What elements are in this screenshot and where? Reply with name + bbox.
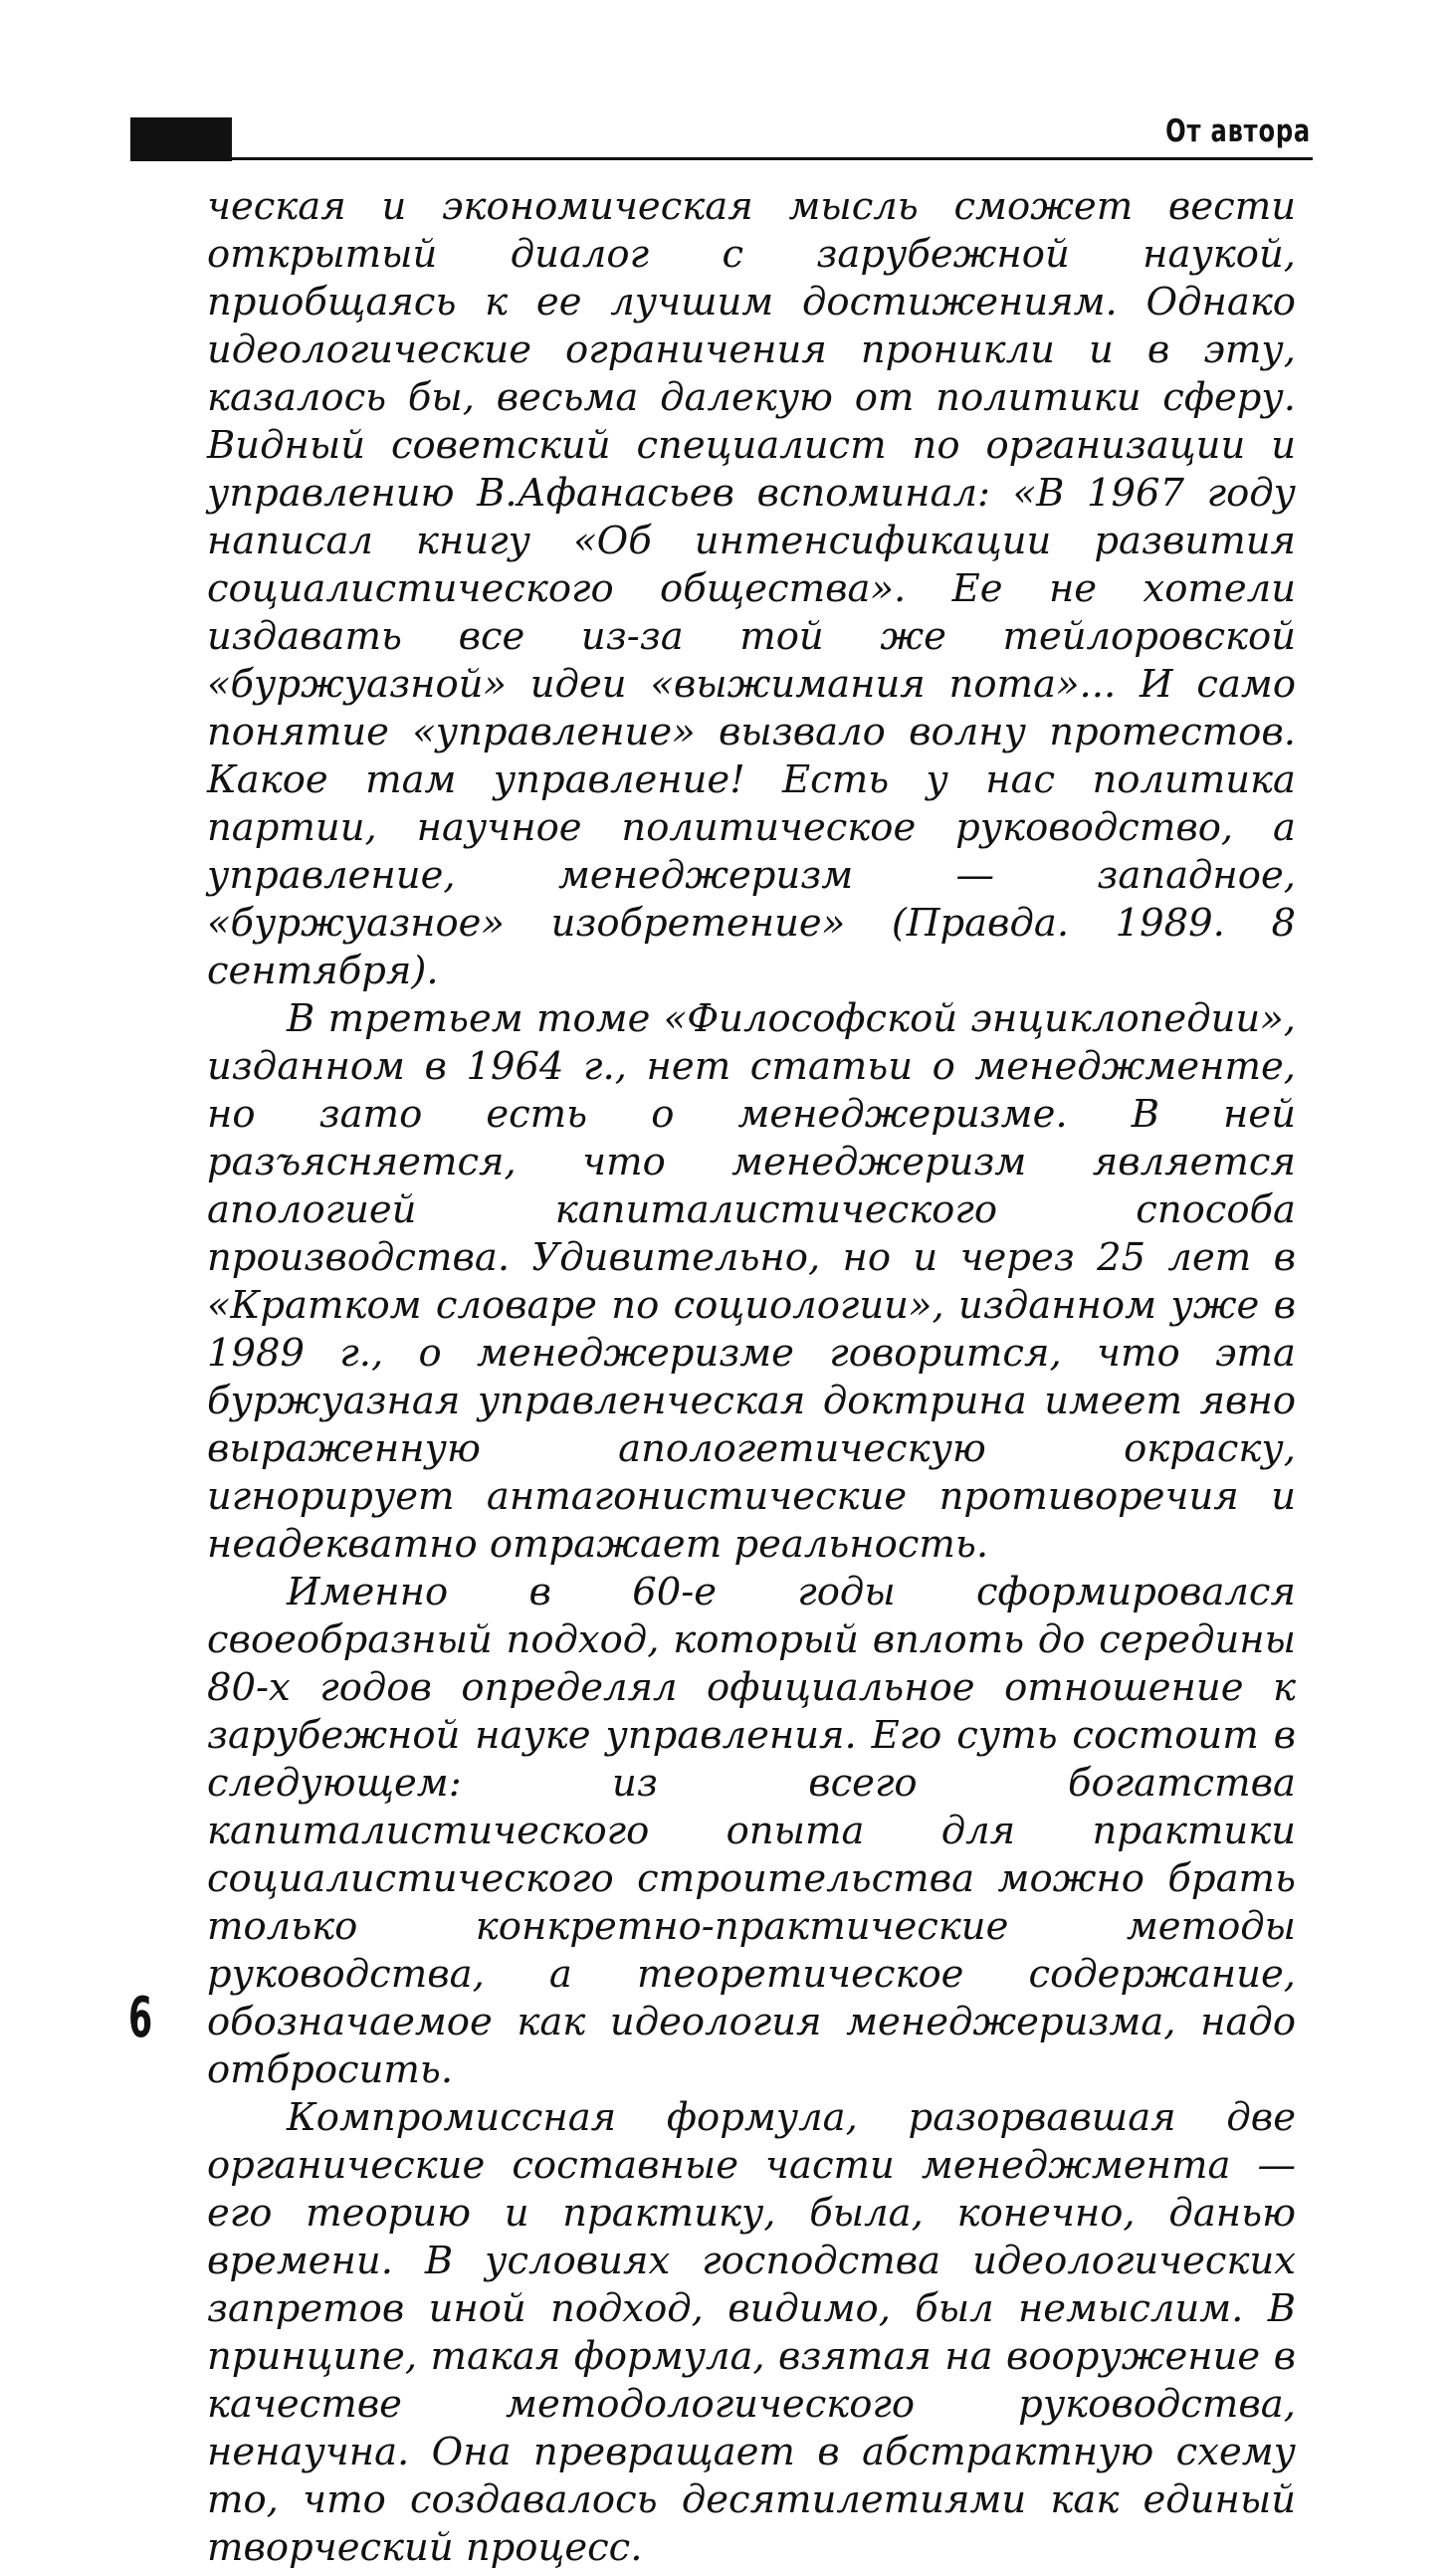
header-rule bbox=[130, 157, 1313, 160]
header-black-bar bbox=[130, 117, 232, 161]
paragraph-1: ческая и экономическая мысль сможет вести открытый диалог с зарубежной наукой, приобщаясь к ее лучшим достижениям. Однако идеологические ограничения проникли и в эту, казалось бы, весьма далекую от политики сферу. Видный советский специалист по организации и управлению В.Афанасьев вспоминал: «В 1967 году написал книгу «Об интенсификации развития социалистического общества». Ее не хотели издавать все из-за той же тейлоровской «буржуазной» идеи «выжимания пота»... И само понятие «управление» вызвало волну протестов. Какое там управление! Есть у нас политика партии, научное политическое руководство, а управление, менеджеризм — западное, «буржуазное» изобретение» (Правда. 1989. 8 сентября). bbox=[207, 184, 1296, 993]
paragraph-2: В третьем томе «Философской энциклопедии», изданном в 1964 г., нет статьи о менеджменте, но зато есть о менеджеризме. В ней разъясняется, что менеджеризм является апологией капиталистического способа производства. Удивительно, но и через 25 лет в «Кратком словаре по социологии», изданном уже в 1989 г., о менеджеризме говорится, что эта буржуазная управленческая доктрина имеет явно выраженную апологетическую окраску, игнорирует антагонистические противоречия и неадекватно отражает реальность. bbox=[207, 996, 1296, 1567]
paragraph-4: Компромиссная формула, разорвавшая две органические составные части менеджмента — его теорию и практику, была, конечно, данью времени. В условиях господства идеологических запретов иной подход, видимо, был немыслим. В принципе, такая формула, взятая на вооружение в качестве методологического руководства, ненаучна. Она превращает в абстрактную схему то, что создавалось десятилетиями как единый творческий процесс. bbox=[207, 2095, 1296, 2570]
body-text bbox=[207, 183, 1296, 2572]
running-head: От автора bbox=[1165, 113, 1311, 149]
page-number: 6 bbox=[128, 1986, 153, 2050]
paragraph-3: Именно в 60-е годы сформировался своеобразный подход, который вплоть до середины 80-х годов определял официальное отношение к зарубежной науке управления. Его суть состоит в следующем: из всего богатства капиталистического опыта для практики социалистического строительства можно брать только конкретно-практические методы руководства, а теоретическое содержание, обозначаемое как идеология менеджеризма, надо отбросить. bbox=[207, 1570, 1296, 2092]
